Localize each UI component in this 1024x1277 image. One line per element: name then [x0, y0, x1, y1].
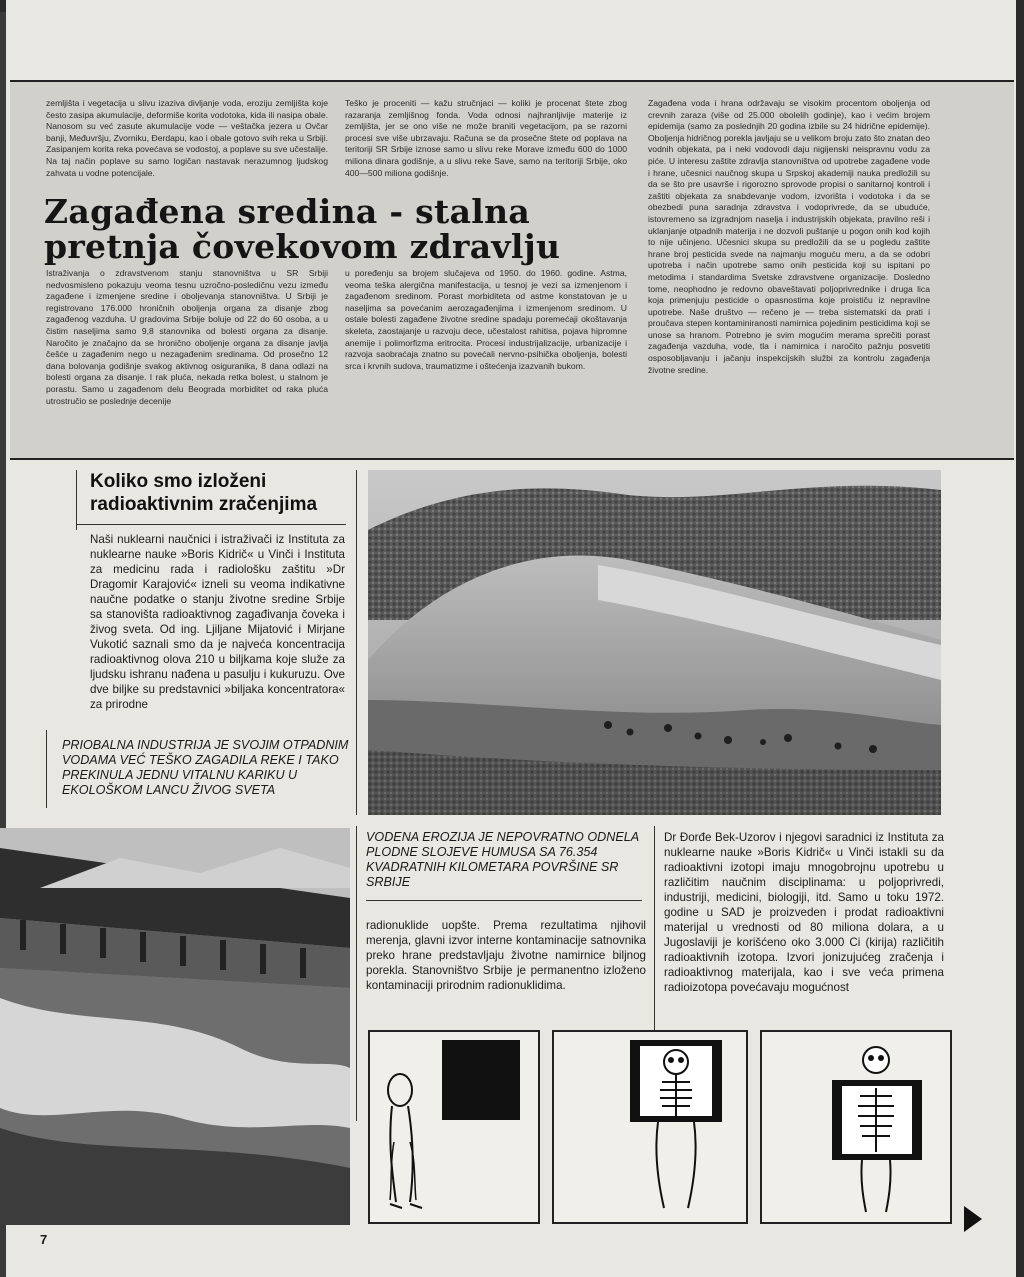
body-column-2: u poređenju sa brojem slučajeva od 1950. do 1960. godine. Astma, veoma teška alergična manifestacija, u tesnoj je vezi sa izmenjenom i zagađenom sredinom. Porast morbiditeta od astme konstatovan je u naseljima sa povećanim aerozagađenjima i izmenjenom sredinom. U ostale bolesti zagađene životne sredine spadaju poremećaji okoštavanja skeleta, zaostajanje u razvoju dece, učestalost rahitisa, pojava hipromne anemije i polimorfizma eritrocita. Procesi industrijalizacije, urbanizacije i razvoja saobraćaja znatno su povećali nervno-psihička oboljenja, bolesti srca i krvnih sudova, traumatizme i oštećenja izazvanih bukom. — [345, 268, 627, 371]
radiation-continued: radionuklide uopšte. Prema rezultatima njihovil merenja, glavni izvor interne kontaminacije satnovnika preko hrane predstavljaju životne namirnice biljnog porekla. Stanovništvo Srbije je permanentno izloženo kontaminaciji prirodnim radionuklidima. — [366, 919, 646, 992]
cartoon-panel-3 — [760, 1030, 952, 1224]
title-underline — [76, 524, 346, 525]
next-page-arrow-icon — [964, 1206, 982, 1232]
body-column-1: Istraživanja o zdravstvenom stanju stanovništva u SR Srbiji nedvosmisleno pokazuju veoma tesnu uzročno-posledičnu vezu između zagađene i izmenjene sredine i oboljevanja stanovništva. U Srbiji je registrovano 176.000 hroničnih oboljenja organa za disanje zbog zagađenog vazduha. U gradovima Srbije boluje od 22 do 60 osoba, a u čistim naseljima samo 9,8 stanovnika od bolesti organa za disanje. Naročito je značajno da se hronično oboljenje organa za disanje javlja češće u zagađenim nego u nezagađenim sredinama. Od prosečno 12 dana bolovanja godišnje svakog aktivnog osiguranika, 8 dana odlazi na bolesti organa za disanje. I rak pluća, nekada retka bolest, u stalnom je porastu. Samo u zagađenom delu Beograda morbiditet od raka pluća utrostručio se poslednje decenije — [46, 268, 328, 406]
caption-underline — [366, 900, 642, 901]
industry-photo — [0, 828, 350, 1225]
radiation-right-column: Dr Đorđe Bek-Uzorov i njegovi saradnici iz Instituta za nuklearne nauke »Boris Kidrič« u Vinči istakli su da radioaktivni izotopi imaju mnogobrojnu upotrebu u različitim naučnim disciplinama: u poljoprivredi, industriji, medicini, biologiji, itd. Samo u toku 1972. godine u SAD je proizveden i prodat radioaktivni materijal u vrednosti od 80 miliona dolara, a u Jugoslaviji je korišćeno oko 3.000 Ci (kirija) različitih radioaktivnih izotopa. Izvori jonizujućeg zračenja i radioaktivnog materijala, kao i sve veća primena radioizotopa povećavaju mogućnost — [664, 831, 944, 994]
column-divider — [356, 470, 357, 815]
column-divider-lower — [356, 826, 357, 1121]
cartoon-panel-2 — [552, 1030, 748, 1224]
title-rule — [76, 470, 77, 530]
intro-column-1: zemljišta i vegetacija u slivu izaziva divljanje voda, eroziju zemljišta koje često zasipa akumulacije, deformiše korita vodotoka, kida ili nasipa obale. Nanosom su već zasute akumulacije vode — veštačka jezera u Ovčar banji, Međuvršju, Zvorniku, Đerdapu, kao i obale gotovo svih reka u Srbiji. Zasipanjem korita reka povećava se vodostoj, a poplave su sve učestalije. Na taj način poplave su samo logičan nastavak nerazumnog ljudskog zahvata u vodne potencijale. — [46, 98, 328, 178]
radiation-lead: Naši nuklearni naučnici i istraživači iz Instituta za nuklearne nauke »Boris Kidrič« u Vinči i Instituta za medicinu rada i radiološku zaštitu »Dr Dragomir Karajović« izneli su veoma indikativne naučne podatke o stanju životne sredine Srbije sa stanovišta radioaktivnog zagađivanja čoveka i živog sveta. Od ing. Ljiljane Mijatović i Mirjane Vukotić saznali smo da je najveća koncentracija radioaktivnog olova 210 u biljkama koje služe za ljudsku ishranu nađena u pasulju i kukuruzu. Ove dve biljke su predstavnici »biljaka koncentratora« za prirodne — [90, 533, 345, 711]
erosion-caption: VODENA EROZIJA JE NEPOVRATNO ODNELA PLODNE SLOJEVE HUMUSA SA 76.354 KVADRATNIH KILOMETARA POVRŠINE SR SRBIJE — [366, 830, 639, 889]
radiation-title: Koliko smo izloženi radioaktivnim zračenjima — [90, 471, 318, 515]
right-column: Zagađena voda i hrana održavaju se visokim procentom oboljenja od crevnih zaraza (više od 25.000 obolelih godinje), kao i većim brojem epidemija (samo za poslednjih 20 godina izbile su 24 hidrične epidemije). Oboljenja hidričnog porekla javljaju se u velikom broju zato što znatan deo vodnih objekata, pa i neki vodovodi daju nigijenski neispravnu vodu za piće. U interesu zaštite zdravlja stanovništva od upotrebe zagađene vode i hrane, učesnici naučnog skupa u Srpskoj akademiji nauka predložili su da se što pre usavrše i rigorozno sprovode propisi o sanitarnoj kontroli i zaštiti objekata za snabdevanje vodom, izvorišta i vodotoka i da se obezbedi puna saradnja zdravstva i vodoprivrede, da se ubuduće, istovremeno sa izgradnjom naselja i industrijskih objekata, pravilno reši i uklanjanje otpadnih materija i ne dozvoli puštanje u pogon onih kod kojih to nije učinjeno. Učesnici skupa su predložili da se u pogledu zaštite hrane broj pesticida svede na najmanju moguću meru, a da se odobri upotreba i način upotrebe samo onih pesticida koji su ispitani po metodima i standardima Svetske zdravstvene organizacije. Dosledno tome, neophodno je redovno obaveštavati poljoprivrednike i druga lica koja primenjuju pesticide o opasnostima koje proističu iz nepravilne upotrebe. Naše društvo — rečeno je — treba sistematski da prati i proučava stepen kontaminiranosti namirnica pojedinim pesticidima koji se unose sa hranom. Potrebno je svim mogućim merama sprečiti porast zagađenja vazduha, vode, tla i namirnica i naročito pažnju posvetiti osposobljavanju i jačanju inspekcijskih službi za kontrolu zagađenja životne sredine. — [648, 98, 930, 375]
cartoon-panel-1 — [368, 1030, 540, 1224]
intro-column-2: Teško je proceniti — kažu stručnjaci — koliki je procenat štete zbog razaranja zemljišnog fonda. Voda odnosi najhranljivije materije iz zemljišta, jer se ono više ne može braniti vegetacijom, pa se razorni procesi sve više ubrzavaju. Računa se da prosečne štete od poplava na teritoriji SR Srbije iznose samo u slivu reke Morave između 600 do 1000 miliona dinara godišnje, a u slivu reke Save, samo na teritoriji Srbije, oko 400—500 miliona godišnje. — [345, 98, 627, 178]
page-number: 7 — [40, 1232, 48, 1247]
erosion-photo — [368, 470, 941, 815]
industry-caption: PRIOBALNA INDUSTRIJA JE SVOJIM OTPADNIM VODAMA VEĆ TEŠKO ZAGADILA REKE I TAKO PREKINULA JEDNU VITALNU KARIKU U EKOLOŠKOM LANCU ŽIVOG SVETA — [62, 738, 349, 797]
main-headline: Zagađena sredina - stalna pretnja čovekovom zdravlju — [44, 192, 561, 266]
caption-rule-left — [46, 730, 47, 808]
